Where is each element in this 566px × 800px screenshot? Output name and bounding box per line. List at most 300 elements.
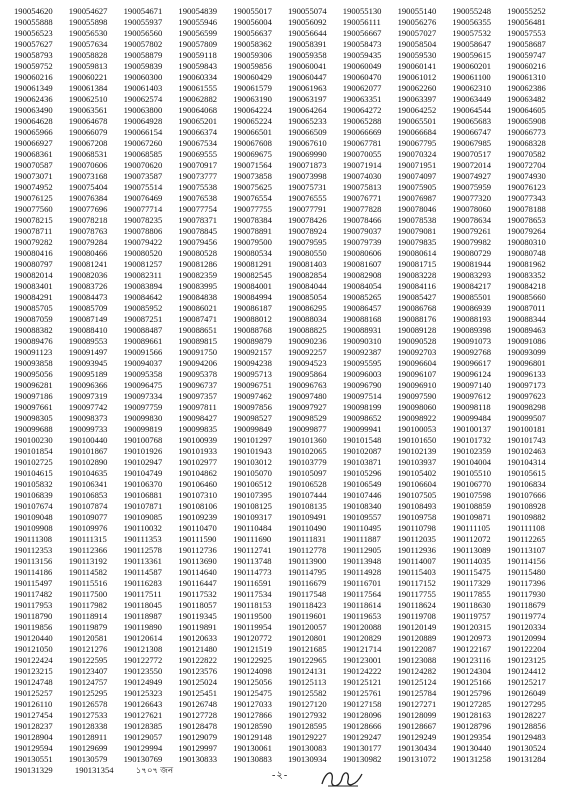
roll-number-cell: 190129079 bbox=[178, 732, 218, 742]
roll-number-cell: 190114640 bbox=[178, 567, 217, 577]
roll-number-cell: 190117548 bbox=[287, 589, 327, 599]
roll-number-cell: 190108340 bbox=[342, 501, 382, 511]
roll-number-cell: 190088487 bbox=[123, 325, 163, 335]
roll-number-cell: 190113107 bbox=[507, 545, 546, 555]
roll-number-cell: 190077754 bbox=[178, 204, 218, 214]
roll-number-cell: 190111353 bbox=[123, 534, 162, 544]
roll-number-cell: 190085501 bbox=[452, 292, 492, 302]
roll-number-cell: 190127932 bbox=[287, 710, 327, 720]
roll-number-cell: 190115475 bbox=[452, 567, 491, 577]
roll-number-cell: 190124304 bbox=[452, 666, 492, 676]
roll-number-cell: 190070620 bbox=[123, 160, 163, 170]
roll-number-cell: 190086939 bbox=[452, 303, 492, 313]
roll-number-cell: 190062386 bbox=[507, 83, 546, 93]
roll-number-cell: 190106853 bbox=[68, 490, 108, 500]
roll-number-cell: 190068328 bbox=[507, 138, 546, 148]
roll-number-cell: 190119856 bbox=[14, 622, 53, 632]
roll-number-cell: 190065288 bbox=[342, 116, 382, 126]
table-row bbox=[14, 182, 562, 193]
roll-number-cell: 190097661 bbox=[14, 402, 53, 412]
roll-number-cell: 190088034 bbox=[287, 314, 327, 324]
table-row bbox=[14, 556, 562, 567]
roll-number-cell: 190125295 bbox=[68, 688, 108, 698]
roll-number-cell: 190119757 bbox=[452, 611, 491, 621]
table-row bbox=[14, 226, 562, 237]
roll-number-cell: 190055017 bbox=[233, 6, 272, 16]
roll-number-cell: 190104314 bbox=[507, 457, 546, 467]
roll-number-cell: 190129227 bbox=[287, 732, 327, 742]
roll-number-cell: 190107598 bbox=[452, 490, 492, 500]
roll-number-cell: 190064224 bbox=[233, 105, 272, 115]
roll-number-cell: 190059856 bbox=[233, 61, 272, 71]
roll-number-cell: 190120614 bbox=[123, 633, 163, 643]
roll-number-cell: 190109317 bbox=[233, 512, 272, 522]
roll-number-cell: 190061555 bbox=[178, 83, 218, 93]
roll-number-cell: 190119954 bbox=[233, 622, 272, 632]
roll-number-cell: 190088176 bbox=[397, 314, 437, 324]
roll-number-cell: 190104749 bbox=[123, 468, 163, 478]
roll-number-cell: 190111315 bbox=[68, 534, 107, 544]
roll-number-cell: 190085709 bbox=[68, 303, 108, 313]
roll-number-cell: 190114928 bbox=[342, 567, 382, 577]
roll-number-cell: 190085952 bbox=[123, 303, 163, 313]
roll-number-cell: 190095864 bbox=[287, 369, 327, 379]
roll-number-cell: 190097742 bbox=[68, 402, 108, 412]
roll-number-cell: 190129247 bbox=[342, 732, 382, 742]
roll-number-cell: 190063351 bbox=[342, 94, 382, 104]
roll-number-cell: 190069675 bbox=[233, 149, 272, 159]
table-row bbox=[14, 413, 562, 424]
roll-number-cell: 190126049 bbox=[507, 688, 546, 698]
roll-number-cell: 190054620 bbox=[14, 6, 53, 16]
table-row bbox=[14, 501, 562, 512]
roll-number-cell: 190122772 bbox=[123, 655, 163, 665]
roll-number-cell: 190102890 bbox=[68, 457, 108, 467]
roll-number-cell: 190106370 bbox=[123, 479, 163, 489]
roll-number-cell: 190075813 bbox=[342, 182, 382, 192]
roll-number-cell: 190081715 bbox=[397, 259, 437, 269]
roll-number-cell: 190096281 bbox=[14, 380, 53, 390]
page-number: -২- bbox=[272, 770, 289, 781]
roll-number-cell: 190066684 bbox=[397, 127, 437, 137]
roll-number-cell: 190076555 bbox=[287, 193, 327, 203]
roll-number-cell: 190072014 bbox=[452, 160, 492, 170]
roll-number-cell: 190080310 bbox=[507, 237, 546, 247]
roll-number-cell: 190055130 bbox=[342, 6, 382, 16]
table-row bbox=[14, 116, 562, 127]
roll-number-cell: 190113900 bbox=[287, 556, 327, 566]
roll-number-cell: 190061100 bbox=[452, 72, 491, 82]
roll-number-cell: 190084473 bbox=[68, 292, 108, 302]
roll-number-cell: 190085705 bbox=[14, 303, 53, 313]
table-row bbox=[14, 336, 562, 347]
table-row bbox=[14, 138, 562, 149]
roll-number-cell: 190066747 bbox=[452, 127, 492, 137]
roll-number-cell: 190070917 bbox=[178, 160, 218, 170]
roll-number-cell: 190117511 bbox=[123, 589, 162, 599]
roll-number-cell: 190056560 bbox=[123, 28, 163, 38]
roll-number-cell: 190129354 bbox=[452, 732, 492, 742]
roll-number-cell: 190089553 bbox=[68, 336, 108, 346]
roll-number-cell: 190100053 bbox=[397, 424, 437, 434]
roll-number-cell: 190060201 bbox=[452, 61, 492, 71]
roll-number-cell: 190059615 bbox=[452, 50, 492, 60]
roll-number-cell: 190076469 bbox=[123, 193, 163, 203]
roll-number-cell: 190078371 bbox=[178, 215, 218, 225]
roll-number-cell: 190120315 bbox=[452, 622, 492, 632]
roll-number-cell: 190117152 bbox=[397, 578, 436, 588]
roll-number-cell: 190097173 bbox=[507, 380, 546, 390]
roll-number-cell: 190131354 bbox=[74, 765, 114, 775]
roll-number-cell: 190079422 bbox=[123, 237, 163, 247]
roll-number-cell: 190128911 bbox=[68, 732, 108, 742]
roll-number-cell: 190120801 bbox=[287, 633, 327, 643]
roll-number-cell: 190061384 bbox=[68, 83, 108, 93]
roll-number-cell: 190076123 bbox=[507, 182, 546, 192]
roll-number-cell: 190098060 bbox=[397, 402, 437, 412]
roll-number-cell: 190068531 bbox=[68, 149, 108, 159]
roll-number-cell: 190087471 bbox=[178, 314, 218, 324]
roll-number-cell: 190077714 bbox=[123, 204, 163, 214]
roll-number-cell: 190117396 bbox=[507, 578, 546, 588]
roll-number-cell: 190123125 bbox=[507, 655, 546, 665]
roll-number-cell: 190101854 bbox=[14, 446, 53, 456]
roll-number-cell: 190063561 bbox=[68, 105, 108, 115]
table-row bbox=[14, 754, 562, 765]
table-row bbox=[14, 17, 562, 28]
roll-number-cell: 190075625 bbox=[233, 182, 272, 192]
roll-number-cell: 190128096 bbox=[342, 710, 382, 720]
roll-number-cell: 190071873 bbox=[287, 160, 327, 170]
roll-number-cell: 190065224 bbox=[233, 116, 272, 126]
roll-number-cell: 190103937 bbox=[397, 457, 437, 467]
roll-number-cell: 190078060 bbox=[452, 204, 492, 214]
roll-number-cell: 190111308 bbox=[14, 534, 53, 544]
roll-number-cell: 190095595 bbox=[342, 358, 382, 368]
roll-number-cell: 190079081 bbox=[397, 226, 437, 236]
roll-number-cell: 190110032 bbox=[123, 523, 162, 533]
roll-number-cell: 190117500 bbox=[68, 589, 108, 599]
roll-number-cell: 190130934 bbox=[287, 754, 327, 764]
roll-number-cell: 190120440 bbox=[14, 633, 53, 643]
roll-number-cell: 190114587 bbox=[123, 567, 162, 577]
roll-number-cell: 190131258 bbox=[452, 754, 492, 764]
roll-number-cell: 190107666 bbox=[507, 490, 546, 500]
roll-number-cell: 190123550 bbox=[123, 666, 163, 676]
roll-number-cell: 190082014 bbox=[14, 270, 53, 280]
roll-number-cell: 190078046 bbox=[397, 204, 437, 214]
roll-number-cell: 190118790 bbox=[14, 611, 53, 621]
roll-number-cell: 190079456 bbox=[178, 237, 218, 247]
roll-number-cell: 190106512 bbox=[233, 479, 272, 489]
roll-number-cell: 190063482 bbox=[507, 94, 546, 104]
roll-number-cell: 190084217 bbox=[452, 281, 492, 291]
roll-number-cell: 190125124 bbox=[397, 677, 437, 687]
roll-number-cell: 190101933 bbox=[178, 446, 218, 456]
roll-number-cell: 190107874 bbox=[68, 501, 108, 511]
roll-number-cell: 190129699 bbox=[68, 743, 108, 753]
roll-number-cell: 190091123 bbox=[14, 347, 53, 357]
roll-number-cell: 190119890 bbox=[123, 622, 162, 632]
roll-number-cell: 190107395 bbox=[233, 490, 272, 500]
table-row bbox=[14, 479, 562, 490]
roll-number-cell: 190101548 bbox=[342, 435, 382, 445]
roll-number-cell: 190080534 bbox=[233, 248, 272, 258]
roll-number-cell: 190097334 bbox=[123, 391, 163, 401]
roll-number-cell: 190062077 bbox=[342, 83, 382, 93]
roll-number-cell: 190098427 bbox=[178, 413, 218, 423]
roll-number-cell: 190122087 bbox=[397, 644, 437, 654]
roll-number-cell: 190112353 bbox=[14, 545, 53, 555]
roll-number-cell: 190101360 bbox=[287, 435, 327, 445]
roll-number-cell: 190083293 bbox=[452, 270, 492, 280]
roll-number-cell: 190056523 bbox=[14, 28, 53, 38]
roll-number-cell: 190123407 bbox=[68, 666, 108, 676]
roll-number-cell: 190128667 bbox=[397, 721, 437, 731]
roll-number-cell: 190076554 bbox=[233, 193, 272, 203]
roll-number-cell: 190081291 bbox=[233, 259, 272, 269]
roll-number-cell: 190130083 bbox=[287, 743, 327, 753]
roll-number-cell: 190075959 bbox=[452, 182, 492, 192]
roll-number-cell: 190083995 bbox=[178, 281, 218, 291]
table-row bbox=[14, 578, 562, 589]
roll-number-cell: 190097811 bbox=[178, 402, 217, 412]
roll-number-cell: 190128385 bbox=[123, 721, 163, 731]
roll-number-cell: 190088012 bbox=[233, 314, 272, 324]
roll-number-cell: 190098652 bbox=[342, 413, 382, 423]
table-row bbox=[14, 39, 562, 50]
roll-number-cell: 190067534 bbox=[178, 138, 218, 148]
roll-number-cell: 190129148 bbox=[233, 732, 272, 742]
roll-number-cell: 190097759 bbox=[123, 402, 163, 412]
roll-number-cell: 190117953 bbox=[14, 600, 53, 610]
roll-number-cell: 190128163 bbox=[452, 710, 492, 720]
roll-number-cell: 190082311 bbox=[123, 270, 162, 280]
roll-number-cell: 190105832 bbox=[14, 479, 53, 489]
roll-number-cell: 190098305 bbox=[14, 413, 53, 423]
roll-number-cell: 190055898 bbox=[68, 17, 108, 27]
roll-number-cell: ১৭০৭ জন bbox=[135, 765, 174, 775]
roll-number-cell: 190123088 bbox=[397, 655, 437, 665]
roll-number-cell: 190124098 bbox=[233, 666, 272, 676]
roll-number-cell: 190128856 bbox=[507, 721, 546, 731]
roll-number-cell: 190124412 bbox=[507, 666, 546, 676]
roll-number-cell: 190114186 bbox=[14, 567, 53, 577]
roll-number-cell: 190126110 bbox=[14, 699, 53, 709]
roll-number-cell: 190062260 bbox=[397, 83, 437, 93]
roll-number-cell: 190108125 bbox=[233, 501, 272, 511]
roll-number-cell: 190076538 bbox=[178, 193, 218, 203]
roll-number-cell: 190100181 bbox=[507, 424, 546, 434]
roll-number-cell: 190096751 bbox=[233, 380, 272, 390]
roll-number-cell: 190059358 bbox=[287, 50, 327, 60]
roll-number-cell: 190093858 bbox=[14, 358, 53, 368]
roll-number-cell: 190099688 bbox=[14, 424, 53, 434]
roll-number-cell: 190128227 bbox=[507, 710, 546, 720]
table-row bbox=[14, 358, 562, 369]
roll-number-cell: 190063190 bbox=[233, 94, 272, 104]
roll-number-cell: 190113089 bbox=[452, 545, 491, 555]
roll-number-cell: 190071914 bbox=[342, 160, 382, 170]
roll-number-cell: 190080416 bbox=[14, 248, 53, 258]
roll-number-cell: 190075731 bbox=[287, 182, 327, 192]
roll-number-cell: 190082854 bbox=[287, 270, 327, 280]
roll-number-cell: 190128590 bbox=[233, 721, 272, 731]
roll-number-cell: 190119601 bbox=[287, 611, 327, 621]
roll-number-cell: 190128237 bbox=[14, 721, 53, 731]
roll-number-cell: 190056092 bbox=[287, 17, 327, 27]
roll-number-cell: 190130177 bbox=[342, 743, 382, 753]
roll-number-cell: 190120057 bbox=[287, 622, 327, 632]
roll-number-cell: 190129994 bbox=[123, 743, 163, 753]
roll-number-cell: 190097927 bbox=[287, 402, 327, 412]
table-row bbox=[14, 325, 562, 336]
roll-number-cell: 190118914 bbox=[68, 611, 108, 621]
roll-number-cell: 190126578 bbox=[68, 699, 108, 709]
roll-number-cell: 190106341 bbox=[68, 479, 108, 489]
roll-number-cell: 190077828 bbox=[342, 204, 382, 214]
roll-number-cell: 190097319 bbox=[68, 391, 108, 401]
roll-number-cell: 190056481 bbox=[507, 17, 546, 27]
roll-number-cell: 190102947 bbox=[123, 457, 163, 467]
roll-number-cell: 190121308 bbox=[123, 644, 163, 654]
roll-number-cell: 190064252 bbox=[397, 105, 437, 115]
roll-number-cell: 190088410 bbox=[68, 325, 108, 335]
roll-number-cell: 190124282 bbox=[397, 666, 437, 676]
table-row bbox=[14, 490, 562, 501]
roll-number-cell: 190088168 bbox=[342, 314, 382, 324]
roll-number-cell: 190095056 bbox=[14, 369, 53, 379]
roll-number-cell: 190101650 bbox=[397, 435, 437, 445]
roll-number-cell: 190077696 bbox=[68, 204, 108, 214]
roll-number-cell: 190059435 bbox=[342, 50, 382, 60]
roll-number-cell: 190083228 bbox=[397, 270, 437, 280]
roll-number-cell: 190080550 bbox=[287, 248, 327, 258]
roll-number-cell: 190116679 bbox=[287, 578, 327, 588]
roll-number-cell: 190129483 bbox=[507, 732, 546, 742]
roll-number-cell: 190058362 bbox=[233, 39, 272, 49]
table-row bbox=[14, 589, 562, 600]
roll-number-cell: 190115497 bbox=[14, 578, 53, 588]
roll-number-cell: 190111831 bbox=[287, 534, 327, 544]
roll-number-cell: 190097462 bbox=[233, 391, 272, 401]
roll-number-cell: 190115480 bbox=[507, 567, 546, 577]
roll-number-cell: 190092157 bbox=[233, 347, 272, 357]
table-row bbox=[14, 677, 562, 688]
roll-number-cell: 190117329 bbox=[452, 578, 491, 588]
roll-number-cell: 190084054 bbox=[342, 281, 382, 291]
roll-number-cell: 190076384 bbox=[68, 193, 108, 203]
roll-number-cell: 190090236 bbox=[287, 336, 327, 346]
roll-number-cell: 190086457 bbox=[342, 303, 382, 313]
roll-number-cell: 190094037 bbox=[123, 358, 163, 368]
roll-number-cell: 190110490 bbox=[287, 523, 327, 533]
roll-number-cell: 190081607 bbox=[342, 259, 382, 269]
roll-number-cell: 190060447 bbox=[287, 72, 327, 82]
roll-number-cell: 190121480 bbox=[178, 644, 218, 654]
roll-number-cell: 190101297 bbox=[233, 435, 272, 445]
roll-number-cell: 190124222 bbox=[342, 666, 382, 676]
roll-number-cell: 190099507 bbox=[507, 413, 546, 423]
roll-number-cell: 190128099 bbox=[397, 710, 437, 720]
roll-number-cell: 190065966 bbox=[14, 127, 53, 137]
roll-number-cell: 190103871 bbox=[342, 457, 382, 467]
table-row bbox=[14, 622, 562, 633]
roll-number-cell: 190070055 bbox=[342, 149, 382, 159]
roll-number-cell: 190130551 bbox=[14, 754, 53, 764]
roll-number-cell: 190092387 bbox=[342, 347, 382, 357]
roll-number-cell: 190109758 bbox=[397, 512, 437, 522]
roll-number-cell: 190102463 bbox=[507, 446, 546, 456]
roll-number-cell: 190128338 bbox=[68, 721, 108, 731]
roll-number-cell: 190117855 bbox=[452, 589, 491, 599]
roll-number-cell: 190080797 bbox=[14, 259, 53, 269]
roll-number-cell: 190062436 bbox=[14, 94, 53, 104]
roll-number-cell: 190096133 bbox=[507, 369, 546, 379]
roll-number-cell: 190113361 bbox=[123, 556, 162, 566]
roll-number-cell: 190055888 bbox=[14, 17, 53, 27]
roll-number-cell: 190058793 bbox=[14, 50, 53, 60]
table-row bbox=[14, 732, 562, 743]
roll-number-cell: 190074927 bbox=[452, 171, 492, 181]
roll-number-cell: 190118057 bbox=[178, 600, 217, 610]
roll-number-cell: 190067795 bbox=[397, 138, 437, 148]
roll-number-cell: 190118045 bbox=[123, 600, 162, 610]
roll-number-cell: 190058473 bbox=[342, 39, 382, 49]
roll-number-cell: 190105070 bbox=[233, 468, 272, 478]
roll-number-cell: 190109557 bbox=[342, 512, 382, 522]
roll-number-cell: 190121714 bbox=[342, 644, 382, 654]
roll-number-cell: 190120149 bbox=[397, 622, 437, 632]
roll-number-cell: 190096124 bbox=[452, 369, 492, 379]
roll-number-cell: 190109085 bbox=[123, 512, 163, 522]
roll-number-cell: 190119500 bbox=[233, 611, 272, 621]
roll-number-cell: 190081241 bbox=[68, 259, 108, 269]
roll-number-cell: 190060300 bbox=[123, 72, 163, 82]
roll-number-cell: 190108493 bbox=[397, 501, 437, 511]
roll-number-grid bbox=[14, 6, 562, 776]
roll-number-cell: 190130982 bbox=[342, 754, 382, 764]
roll-number-cell: 190063197 bbox=[287, 94, 327, 104]
roll-number-cell: 190099830 bbox=[123, 413, 163, 423]
roll-number-cell: 190109239 bbox=[178, 512, 218, 522]
roll-number-cell: 190122822 bbox=[178, 655, 218, 665]
roll-number-cell: 190083401 bbox=[14, 281, 53, 291]
table-row bbox=[14, 171, 562, 182]
roll-number-cell: 190127295 bbox=[507, 699, 546, 709]
roll-number-cell: 190116447 bbox=[178, 578, 217, 588]
roll-number-cell: 190127271 bbox=[397, 699, 437, 709]
roll-number-cell: 190098922 bbox=[397, 413, 437, 423]
roll-number-cell: 190123001 bbox=[342, 655, 382, 665]
roll-number-cell: 190097856 bbox=[233, 402, 272, 412]
roll-number-cell: 190123116 bbox=[452, 655, 491, 665]
table-row bbox=[14, 6, 562, 17]
roll-number-cell: 190054627 bbox=[68, 6, 108, 16]
roll-number-cell: 190061310 bbox=[507, 72, 546, 82]
roll-number-cell: 190129997 bbox=[178, 743, 218, 753]
roll-number-cell: 190097357 bbox=[178, 391, 218, 401]
roll-number-cell: 190118614 bbox=[342, 600, 382, 610]
roll-number-cell: 190078235 bbox=[123, 215, 163, 225]
roll-number-cell: 190098118 bbox=[452, 402, 491, 412]
roll-number-cell: 190088931 bbox=[342, 325, 382, 335]
roll-number-cell: 190062510 bbox=[68, 94, 108, 104]
roll-number-cell: 190089879 bbox=[233, 336, 272, 346]
roll-number-cell: 190125166 bbox=[452, 677, 492, 687]
roll-number-cell: 190088651 bbox=[178, 325, 218, 335]
roll-number-cell: 190055937 bbox=[123, 17, 163, 27]
